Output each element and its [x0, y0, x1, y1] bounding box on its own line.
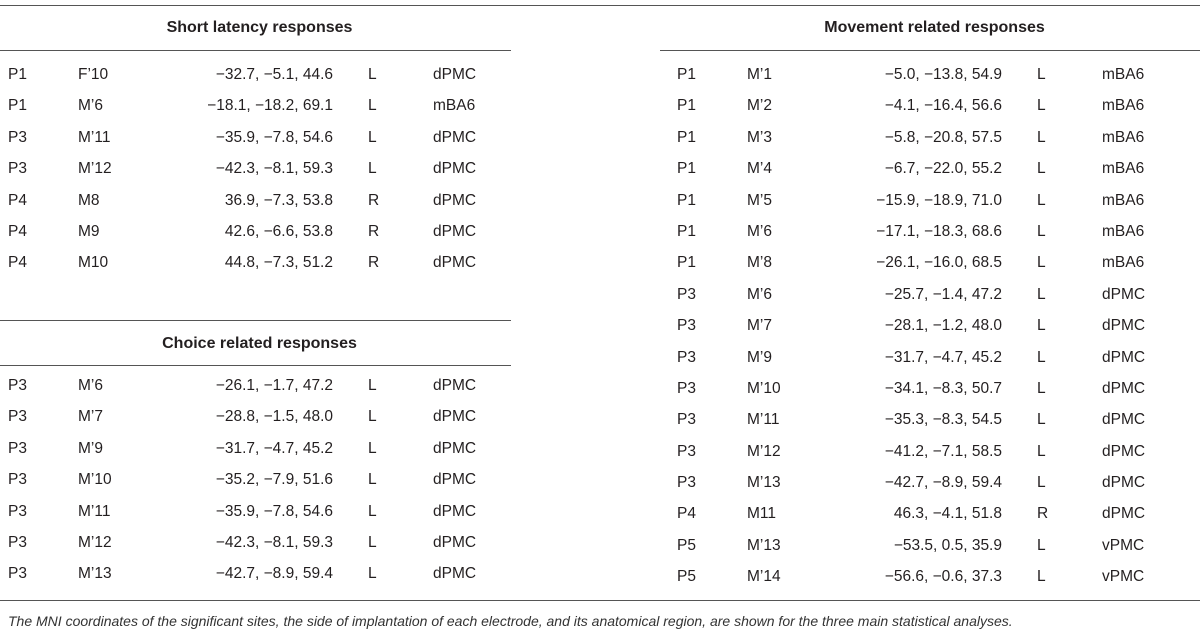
mni-coordinates-cell: −18.1, −18.2, 69.1: [207, 97, 333, 115]
section-rows: [8, 59, 511, 279]
region-cell: dPMC: [433, 502, 477, 520]
region-cell: dPMC: [1102, 411, 1146, 429]
region-cell: dPMC: [1102, 285, 1146, 303]
electrode-cell: M11: [747, 505, 777, 523]
mni-coordinates-cell: −42.3, −8.1, 59.3: [215, 160, 333, 178]
electrode-cell: M’4: [747, 160, 772, 178]
patient-cell: P4: [8, 191, 27, 209]
mni-coordinates-cell: 36.9, −7.3, 53.8: [224, 191, 333, 209]
patient-cell: P3: [8, 128, 27, 146]
electrode-cell: M’5: [747, 191, 772, 209]
region-cell: dPMC: [433, 222, 477, 240]
mni-coordinates-cell: −17.1, −18.3, 68.6: [876, 222, 1002, 240]
section-short-latency: [8, 0, 511, 290]
region-cell: dPMC: [433, 254, 477, 272]
region-cell: dPMC: [433, 128, 477, 146]
table-row: [8, 370, 511, 401]
electrode-cell: M’2: [747, 97, 772, 115]
electrode-cell: M’9: [78, 439, 103, 457]
patient-cell: P1: [677, 97, 696, 115]
patient-cell: P5: [677, 536, 696, 554]
side-cell: L: [368, 408, 377, 426]
patient-cell: P1: [677, 222, 696, 240]
side-cell: L: [368, 97, 377, 115]
mni-coordinates-cell: −42.7, −8.9, 59.4: [884, 474, 1002, 492]
table-row: [677, 153, 1192, 184]
side-cell: L: [368, 533, 377, 551]
patient-cell: P4: [8, 222, 27, 240]
region-cell: mBA6: [1102, 66, 1145, 83]
mni-coordinates-cell: −56.6, −0.6, 37.3: [884, 568, 1002, 586]
mni-coordinates-cell: −31.7, −4.7, 45.2: [215, 439, 333, 457]
patient-cell: P3: [8, 408, 27, 426]
patient-cell: P4: [8, 254, 27, 272]
patient-cell: P4: [677, 505, 696, 523]
region-cell: dPMC: [1102, 442, 1146, 460]
mni-coordinates-cell: −42.7, −8.9, 59.4: [215, 565, 333, 583]
patient-cell: P3: [8, 377, 27, 394]
mni-coordinates-cell: −32.7, −5.1, 44.6: [215, 66, 333, 83]
patient-cell: P1: [677, 160, 696, 178]
side-cell: L: [1037, 348, 1046, 366]
region-cell: dPMC: [433, 191, 477, 209]
patient-cell: P3: [8, 502, 27, 520]
side-cell: L: [1037, 285, 1046, 303]
table-row: [8, 464, 511, 495]
table-row: [8, 527, 511, 558]
section-title: Movement related responses: [824, 19, 1045, 36]
side-cell: R: [368, 254, 380, 272]
mni-coordinates-cell: −31.7, −4.7, 45.2: [884, 348, 1002, 366]
table-row: [677, 404, 1192, 435]
mni-coordinates-cell: 42.6, −6.6, 53.8: [224, 222, 333, 240]
electrode-cell: M’6: [78, 377, 103, 394]
mni-coordinates-cell: −26.1, −16.0, 68.5: [876, 254, 1002, 272]
side-cell: R: [368, 222, 380, 240]
table-row: [8, 90, 511, 121]
patient-cell: P3: [677, 474, 696, 492]
electrode-cell: M10: [78, 254, 109, 272]
electrode-cell: M’6: [747, 285, 772, 303]
table-row: [677, 310, 1192, 341]
region-cell: mBA6: [1102, 160, 1145, 178]
side-cell: L: [1037, 317, 1046, 335]
region-cell: mBA6: [1102, 191, 1145, 209]
electrode-cell: M’12: [78, 533, 112, 551]
region-cell: dPMC: [433, 408, 477, 426]
patient-cell: P3: [8, 439, 27, 457]
mni-coordinates-cell: −26.1, −1.7, 47.2: [215, 377, 333, 394]
electrode-cell: M’13: [747, 474, 781, 492]
table-row: [8, 496, 511, 527]
mni-coordinates-cell: −15.9, −18.9, 71.0: [876, 191, 1002, 209]
table-row: [677, 561, 1192, 592]
side-cell: L: [1037, 128, 1046, 146]
electrode-cell: M’7: [747, 317, 772, 335]
table-row: [8, 59, 511, 90]
mni-coordinates-cell: −6.7, −22.0, 55.2: [884, 160, 1002, 178]
table-row: [8, 122, 511, 153]
table-bottom-rule: [0, 600, 1200, 601]
table-row: [677, 216, 1192, 247]
electrode-cell: M’13: [747, 536, 781, 554]
side-cell: L: [1037, 97, 1046, 115]
region-cell: dPMC: [433, 471, 477, 489]
patient-cell: P3: [677, 348, 696, 366]
electrode-cell: M’6: [78, 97, 103, 115]
table-row: [677, 467, 1192, 498]
patient-cell: P3: [677, 285, 696, 303]
patient-cell: P3: [677, 411, 696, 429]
table-row: [677, 90, 1192, 121]
mni-coordinates-cell: −28.8, −1.5, 48.0: [215, 408, 333, 426]
mni-coordinates-cell: −25.7, −1.4, 47.2: [884, 285, 1002, 303]
table-row: [8, 247, 511, 278]
region-cell: dPMC: [1102, 317, 1146, 335]
patient-cell: P3: [677, 317, 696, 335]
short-latency-title-rule: [0, 50, 511, 51]
section-title: Choice related responses: [162, 335, 357, 352]
region-cell: dPMC: [433, 66, 477, 83]
section-rows: [8, 370, 511, 590]
region-cell: dPMC: [1102, 474, 1146, 492]
side-cell: L: [368, 66, 377, 83]
side-cell: L: [1037, 254, 1046, 272]
side-cell: L: [368, 565, 377, 583]
mni-coordinates-cell: −41.2, −7.1, 58.5: [884, 442, 1002, 460]
table-row: [677, 373, 1192, 404]
choice-title-rule: [0, 365, 511, 366]
mni-coordinates-cell: −42.3, −8.1, 59.3: [215, 533, 333, 551]
side-cell: L: [1037, 379, 1046, 397]
patient-cell: P1: [677, 254, 696, 272]
region-cell: dPMC: [433, 565, 477, 583]
patient-cell: P3: [8, 471, 27, 489]
table-row: [677, 247, 1192, 278]
patient-cell: P3: [8, 565, 27, 583]
section-movement: [677, 0, 1192, 600]
mni-coordinates-cell: −35.3, −8.3, 54.5: [884, 411, 1002, 429]
side-cell: L: [368, 502, 377, 520]
region-cell: vPMC: [1102, 536, 1145, 554]
movement-title-rule: [660, 50, 1200, 51]
region-cell: dPMC: [433, 377, 477, 394]
side-cell: L: [1037, 222, 1046, 240]
patient-cell: P1: [677, 128, 696, 146]
mni-coordinates-cell: −28.1, −1.2, 48.0: [884, 317, 1002, 335]
patient-cell: P1: [8, 66, 27, 83]
region-cell: vPMC: [1102, 568, 1145, 586]
region-cell: mBA6: [1102, 254, 1145, 272]
electrode-cell: M’3: [747, 128, 772, 146]
mni-coordinates-cell: 46.3, −4.1, 51.8: [893, 505, 1002, 523]
side-cell: L: [1037, 66, 1046, 83]
mni-coordinates-cell: −53.5, 0.5, 35.9: [893, 536, 1002, 554]
mni-coordinates-cell: 44.8, −7.3, 51.2: [224, 254, 333, 272]
region-cell: dPMC: [1102, 505, 1146, 523]
electrode-cell: M9: [78, 222, 100, 240]
electrode-cell: M8: [78, 191, 100, 209]
side-cell: L: [1037, 536, 1046, 554]
electrode-cell: M’10: [78, 471, 112, 489]
side-cell: L: [368, 128, 377, 146]
region-cell: mBA6: [1102, 222, 1145, 240]
table-row: [8, 185, 511, 216]
electrode-cell: M’10: [747, 379, 781, 397]
table-row: [677, 185, 1192, 216]
electrode-cell: M’6: [747, 222, 772, 240]
electrode-cell: M’11: [747, 411, 780, 429]
mni-coordinates-cell: −34.1, −8.3, 50.7: [884, 379, 1002, 397]
table-caption: The MNI coordinates of the significant sites, the side of implantation of each electrode, and its anatomical region, are shown for the three main statistical analyses.: [8, 613, 1013, 629]
table-row: [8, 401, 511, 432]
patient-cell: P3: [8, 533, 27, 551]
section-choice: [8, 320, 511, 600]
region-cell: dPMC: [1102, 379, 1146, 397]
electrode-cell: M’11: [78, 502, 111, 520]
side-cell: L: [1037, 160, 1046, 178]
side-cell: L: [1037, 191, 1046, 209]
mni-coordinates-cell: −5.0, −13.8, 54.9: [884, 66, 1002, 83]
side-cell: L: [368, 160, 377, 178]
patient-cell: P3: [677, 442, 696, 460]
side-cell: L: [1037, 442, 1046, 460]
electrode-cell: M’9: [747, 348, 772, 366]
electrode-cell: M’7: [78, 408, 103, 426]
side-cell: L: [1037, 568, 1046, 586]
side-cell: L: [1037, 411, 1046, 429]
electrode-cell: M’14: [747, 568, 781, 586]
mni-coordinates-cell: −4.1, −16.4, 56.6: [884, 97, 1002, 115]
patient-cell: P1: [677, 191, 696, 209]
table-row: [677, 59, 1192, 90]
region-cell: mBA6: [1102, 128, 1145, 146]
patient-cell: P3: [8, 160, 27, 178]
patient-cell: P1: [677, 66, 696, 83]
electrode-cell: M’12: [78, 160, 112, 178]
region-cell: mBA6: [433, 97, 476, 115]
electrode-cell: M’11: [78, 128, 111, 146]
region-cell: dPMC: [433, 160, 477, 178]
side-cell: R: [1037, 505, 1049, 523]
mni-coordinates-cell: −35.9, −7.8, 54.6: [215, 502, 333, 520]
table-row: [8, 216, 511, 247]
side-cell: L: [368, 439, 377, 457]
region-cell: dPMC: [433, 533, 477, 551]
table-row: [677, 530, 1192, 561]
electrode-cell: F’10: [78, 66, 109, 83]
table-row: [8, 433, 511, 464]
table-row: [8, 153, 511, 184]
table-row: [677, 122, 1192, 153]
mni-coordinates-cell: −35.9, −7.8, 54.6: [215, 128, 333, 146]
electrode-cell: M’8: [747, 254, 772, 272]
side-cell: L: [368, 471, 377, 489]
side-cell: L: [368, 377, 377, 394]
electrode-cell: M’13: [78, 565, 112, 583]
table-row: [677, 498, 1192, 529]
table-row: [677, 342, 1192, 373]
patient-cell: P5: [677, 568, 696, 586]
electrode-cell: M’1: [747, 66, 772, 83]
table-row: [8, 558, 511, 589]
side-cell: L: [1037, 474, 1046, 492]
mni-coordinates-cell: −35.2, −7.9, 51.6: [215, 471, 333, 489]
section-title: Short latency responses: [166, 19, 353, 36]
electrode-cell: M’12: [747, 442, 781, 460]
region-cell: dPMC: [1102, 348, 1146, 366]
region-cell: dPMC: [433, 439, 477, 457]
table-row: [677, 279, 1192, 310]
section-rows: [677, 59, 1192, 593]
side-cell: R: [368, 191, 380, 209]
region-cell: mBA6: [1102, 97, 1145, 115]
table-row: [677, 436, 1192, 467]
patient-cell: P3: [677, 379, 696, 397]
mni-coordinates-cell: −5.8, −20.8, 57.5: [884, 128, 1002, 146]
patient-cell: P1: [8, 97, 27, 115]
